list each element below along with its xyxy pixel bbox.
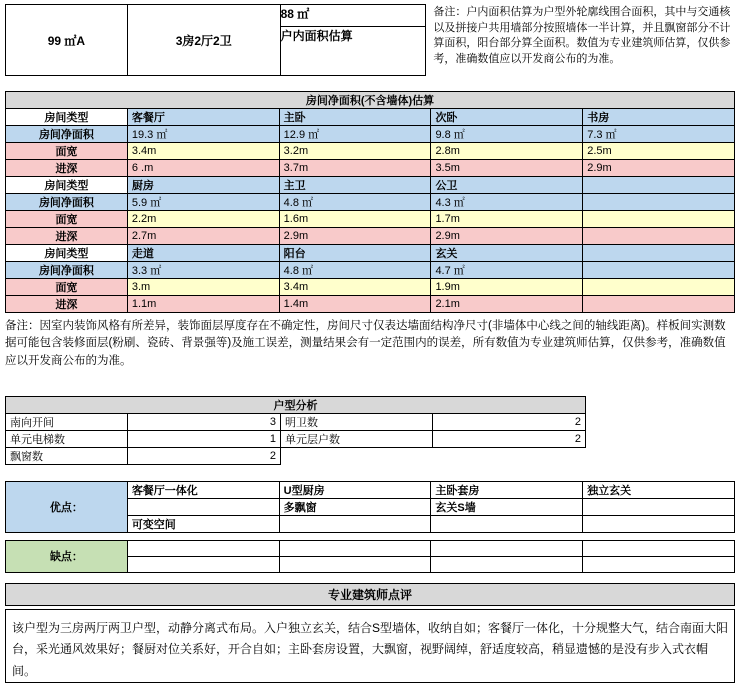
room-cell: 3.2m: [279, 143, 431, 160]
room-cell: 公卫: [431, 177, 583, 194]
review-text: 该户型为三房两厅两卫户型，动静分离式布局。入户独立玄关，结合S型墙体，收纳自如；客餐厅一体化，十分规整大气，结合南面大阳台，采光通风效果好；餐厨对位关系好，开合自如；主卧套房设置，大飘窗，视野阔绰，舒适度较高，稍显遗憾的是没有步入式衣帽间。: [5, 609, 735, 683]
room-cell: [583, 228, 735, 245]
analysis-label: 明卫数: [281, 413, 433, 430]
pros-cell: 客餐厅一体化: [127, 481, 279, 498]
room-cell: 19.3 ㎡: [127, 126, 279, 143]
table-row: [6, 296, 735, 313]
room-cell: [583, 245, 735, 262]
room-cell: 2.8m: [431, 143, 583, 160]
pros-cell: 主卧套房: [431, 481, 583, 498]
empty-cell: [281, 447, 586, 464]
room-cell: [583, 262, 735, 279]
cons-cell: [127, 540, 279, 556]
room-cell: 3.5m: [431, 160, 583, 177]
room-cell: 4.7 ㎡: [431, 262, 583, 279]
row-label: 房间净面积: [6, 262, 128, 279]
review-section: [5, 583, 735, 683]
cons-cell: [431, 556, 583, 572]
room-cell: 4.3 ㎡: [431, 194, 583, 211]
table-row: [6, 447, 586, 464]
table-row: [6, 413, 586, 430]
row-label: 面宽: [6, 143, 128, 160]
pros-cell: [279, 515, 431, 532]
table-row: [6, 540, 735, 556]
room-cell: [583, 177, 735, 194]
row-label: 房间类型: [6, 109, 128, 126]
analysis-value: 1: [128, 430, 281, 447]
room-cell: 2.5m: [583, 143, 735, 160]
room-cell: 1.1m: [127, 296, 279, 313]
room-cell: 书房: [583, 109, 735, 126]
room-cell: 3.3 ㎡: [127, 262, 279, 279]
analysis-label: 单元电梯数: [6, 430, 128, 447]
cons-cell: [279, 556, 431, 572]
analysis-value: 2: [128, 447, 281, 464]
pros-cell: [583, 498, 735, 515]
row-label: 房间类型: [6, 245, 128, 262]
room-cell: 5.9 ㎡: [127, 194, 279, 211]
row-label: 面宽: [6, 211, 128, 228]
room-cell: 9.8 ㎡: [431, 126, 583, 143]
room-cell: 3.m: [127, 279, 279, 296]
room-cell: 1.7m: [431, 211, 583, 228]
table-row: [6, 396, 586, 413]
analysis-label: 南向开间: [6, 413, 128, 430]
cons-cell: [279, 540, 431, 556]
cons-cell: [583, 540, 735, 556]
table-row: [6, 262, 735, 279]
room-cell: 3.4m: [279, 279, 431, 296]
room-cell: 12.9 ㎡: [279, 126, 431, 143]
cons-cell: [431, 540, 583, 556]
room-table-title: 房间净面积(不含墙体)估算: [6, 92, 735, 109]
analysis-value: 3: [128, 413, 281, 430]
cons-cell: [583, 556, 735, 572]
room-cell: 1.4m: [279, 296, 431, 313]
table-row: [6, 430, 586, 447]
review-title: 专业建筑师点评: [5, 583, 735, 606]
row-label: 进深: [6, 160, 128, 177]
header-remark: 备注：户内面积估算为户型外轮廓线围合面积，其中与交通核以及拼接户共用墙部分按照墙体一半计算，并且飘窗部分不计算面积，阳台部分算全面积。数值为专业建筑师估算，仅供参考，准确数值应以开发商公布的为准。: [433, 6, 731, 65]
pros-cell: [583, 515, 735, 532]
room-cell: 2.9m: [279, 228, 431, 245]
cons-label: 缺点：: [6, 540, 128, 572]
table-row: [6, 211, 735, 228]
analysis-value: 2: [433, 413, 586, 430]
room-cell: 2.1m: [431, 296, 583, 313]
table-row: [6, 160, 735, 177]
table-row: [6, 177, 735, 194]
room-cell: 玄关: [431, 245, 583, 262]
room-cell: 厨房: [127, 177, 279, 194]
pros-cell: 可变空间: [127, 515, 279, 532]
table-row: [6, 228, 735, 245]
pros-table: [5, 481, 735, 533]
room-cell: 次卧: [431, 109, 583, 126]
row-label: 房间类型: [6, 177, 128, 194]
room-cell: [583, 279, 735, 296]
room-cell: 2.2m: [127, 211, 279, 228]
table-row: [6, 279, 735, 296]
room-cell: 6 .m: [127, 160, 279, 177]
room-cell: 3.7m: [279, 160, 431, 177]
room-cell: 主卫: [279, 177, 431, 194]
inner-area-title: 户内面积估算: [280, 27, 426, 76]
pros-cell: 独立玄关: [583, 481, 735, 498]
analysis-value: 2: [433, 430, 586, 447]
row-label: 进深: [6, 228, 128, 245]
table-row: [6, 143, 735, 160]
cons-cell: [127, 556, 279, 572]
pros-cell: [127, 498, 279, 515]
row-label: 面宽: [6, 279, 128, 296]
room-cell: 4.8 ㎡: [279, 262, 431, 279]
room-cell: [583, 211, 735, 228]
room-cell: 7.3 ㎡: [583, 126, 735, 143]
analysis-title: 户型分析: [6, 396, 586, 413]
room-area-table: [5, 91, 735, 313]
room-cell: 3.4m: [127, 143, 279, 160]
unit-area-cell: 99 ㎡A: [6, 5, 128, 76]
room-cell: 2.7m: [127, 228, 279, 245]
pros-cell: U型厨房: [279, 481, 431, 498]
table-row: [6, 109, 735, 126]
room-cell: 客餐厅: [127, 109, 279, 126]
pros-cell: 玄关S墙: [431, 498, 583, 515]
table-row: [6, 5, 426, 27]
table-row: [6, 245, 735, 262]
room-cell: 主卧: [279, 109, 431, 126]
table-row: [6, 92, 735, 109]
room-cell: 1.6m: [279, 211, 431, 228]
room-cell: [583, 296, 735, 313]
room-cell: 1.9m: [431, 279, 583, 296]
pros-cell: 多飘窗: [279, 498, 431, 515]
measurement-note: 备注：因室内装饰风格有所差异，装饰面层厚度存在不确定性，房间尺寸仅表达墙面结构净尺寸(非墙体中心线之间的轴线距离)。样板间实测数据可能包含装修面层(粉刷、瓷砖、背景强等)及施工误差，测量结果会有一定范围内的误差，所有数值为专业建筑师估算，仅供参考，准确数值应以开发商公布的为准。: [5, 320, 726, 367]
room-cell: 走道: [127, 245, 279, 262]
room-cell: [583, 194, 735, 211]
room-cell: 2.9m: [583, 160, 735, 177]
table-row: [6, 126, 735, 143]
room-cell: 2.9m: [431, 228, 583, 245]
header-table: [5, 4, 426, 76]
analysis-table: [5, 396, 586, 465]
table-row: [6, 194, 735, 211]
analysis-label: 飘窗数: [6, 447, 128, 464]
room-cell: 4.8 ㎡: [279, 194, 431, 211]
table-row: [6, 481, 735, 498]
inner-area-value: 88 ㎡: [280, 5, 426, 27]
room-cell: 阳台: [279, 245, 431, 262]
row-label: 房间净面积: [6, 194, 128, 211]
header-section: [5, 4, 735, 76]
row-label: 进深: [6, 296, 128, 313]
analysis-label: 单元层户数: [281, 430, 433, 447]
pros-cell: [431, 515, 583, 532]
row-label: 房间净面积: [6, 126, 128, 143]
cons-table: [5, 540, 735, 573]
unit-layout-cell: 3房2厅2卫: [127, 5, 280, 76]
pros-label: 优点：: [6, 481, 128, 532]
